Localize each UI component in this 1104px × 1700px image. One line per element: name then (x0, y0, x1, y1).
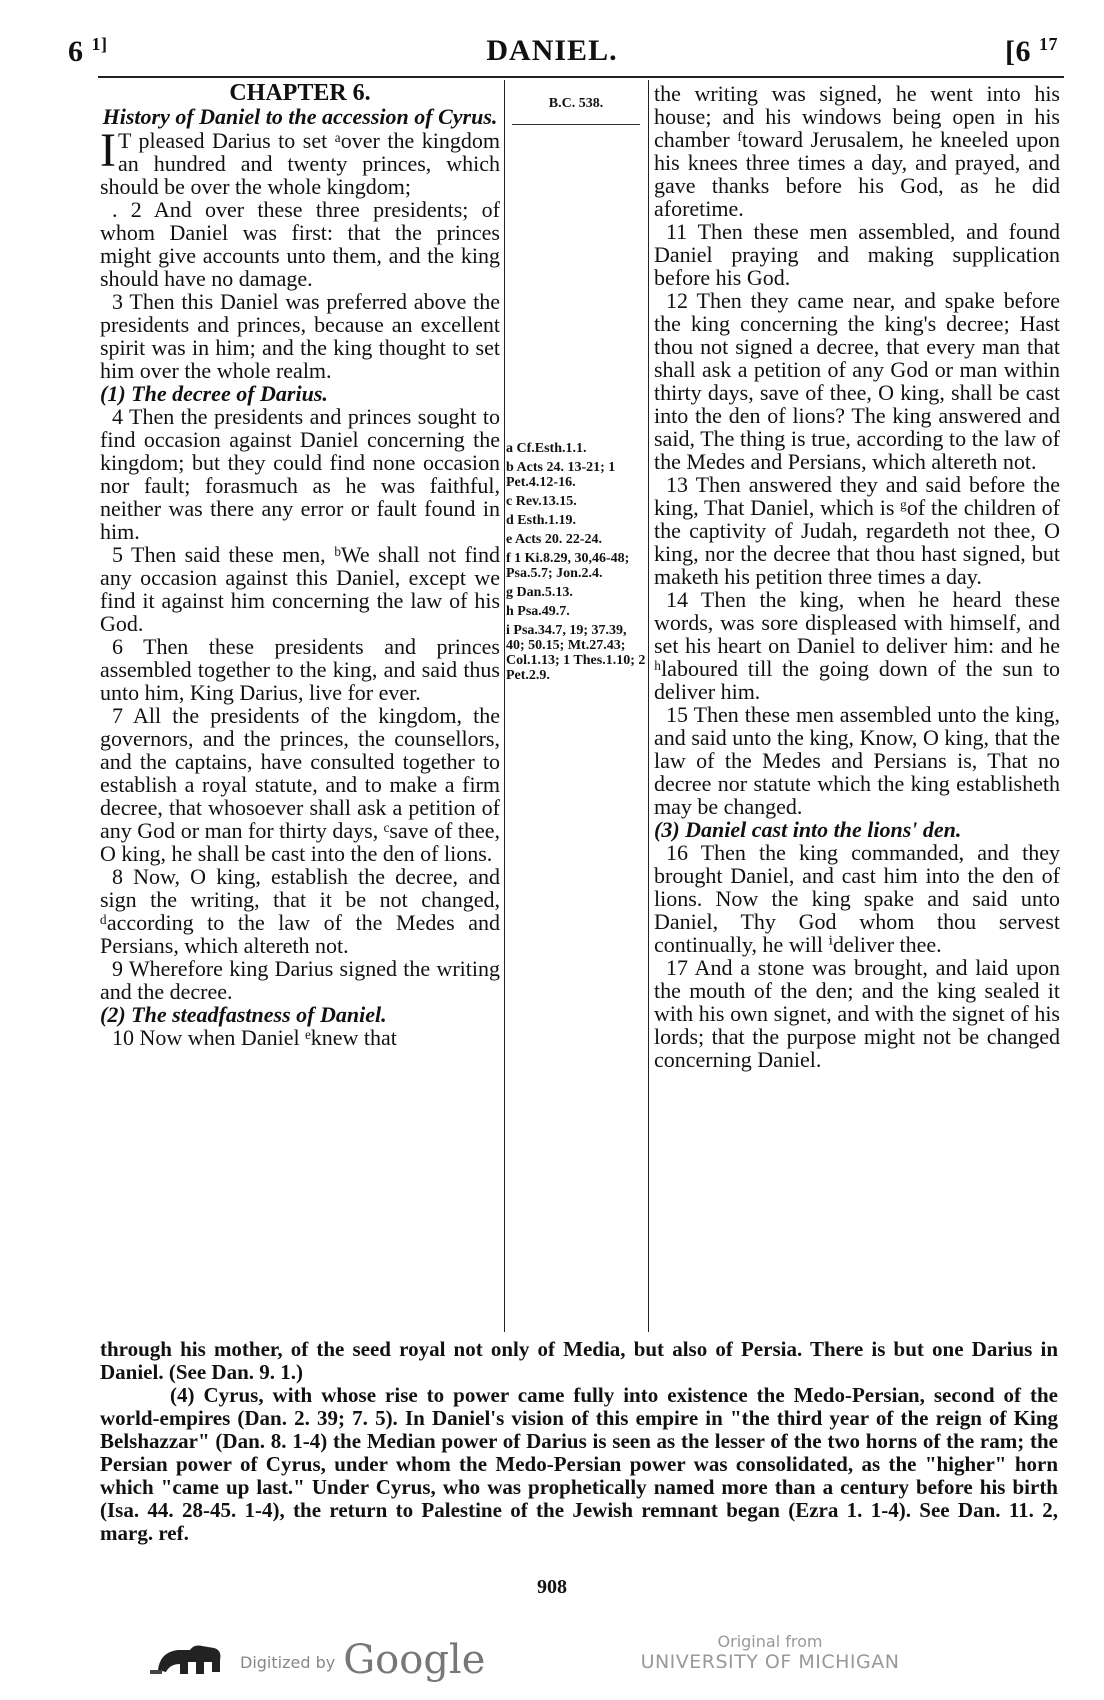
header-right-ref: [6 $^{17}$ (1005, 34, 1058, 68)
verse-9: 9 Wherefore king Darius signed the writing and the decree. (100, 956, 500, 1004)
margin-ref: g Dan.5.13. (506, 585, 573, 600)
digitized-watermark (150, 1637, 486, 1683)
verse-8: 8 Now, O king, establish the decree, and sign the writing, that it be not changed, ᵈaccording to the law of the Medes and Persians, which altereth not. (100, 864, 500, 958)
verse-7: 7 All the presidents of the kingdom, the governors, and the princes, the counsellors, and the captains, have consulted together to establish a royal statute, and to make a firm decree, that whosoever shall ask a petition of any God or man for thirty days, ᶜsave of thee, O king, he shall be cast into the den of lions. (100, 703, 500, 866)
google-wordmark: Google (343, 1637, 486, 1683)
verse-10-continued: the writing was signed, he went into his house; and his windows being open in his chamber ᶠtoward Jerusalem, he kneeled upon his knees three times a day, and prayed, and gave thanks before his God, as he did aforetime. (654, 81, 1060, 221)
chapter-subtitle: History of Daniel to the accession of Cyrus. (102, 104, 498, 129)
verse-4: 4 Then the presidents and princes sought to find occasion against Daniel concerning the kingdom; but they could find none occasion nor fault; forasmuch as he was faithful, neither was there any error or fault found in him. (100, 404, 500, 544)
verse-1: I T pleased Darius to set ᵃover the kingdom an hundred and twenty princes, which should be over the whole kingdom; (100, 124, 500, 199)
margin-ref: h Psa.49.7. (506, 604, 570, 619)
margin-ref: c Rev.13.15. (506, 494, 577, 509)
footnote (100, 1338, 1058, 1545)
verse-6: 6 Then these presidents and princes assembled together to the king, and said thus unto him, King Darius, live for ever. (100, 634, 500, 705)
margin-ref: d Esth.1.19. (506, 513, 577, 528)
left-text-column (100, 82, 500, 1049)
right-text-column (654, 82, 1060, 1071)
margin-ref: a Cf.Esth.1.1. (506, 441, 587, 456)
footnote-paragraph-1: through his mother, of the seed royal not only of Media, but also of Persia. There is but one Darius in Daniel. (See Dan. 9. 1.) (100, 1337, 1058, 1384)
running-title: DANIEL. (486, 34, 618, 67)
verse-14: 14 Then the king, when he heard these words, was sore displeased with himself, and set his heart on Daniel to deliver him: and he ʰlaboured till the going down of the sun to deliver him. (654, 587, 1060, 704)
original-from-text: Original from (717, 1632, 823, 1651)
verse-15: 15 Then these men assembled unto the king, and said unto the king, Know, O king, that the law of the Medes and Persians is, That no decree nor statute which the king establisheth may be changed. (654, 702, 1060, 819)
header-left-ref: 6 $^{1]}$ (68, 34, 108, 68)
section-heading-1: (1) The decree of Darius. (100, 381, 328, 406)
verse-11: 11 Then these men assembled, and found Daniel praying and making supplication before his God. (654, 219, 1060, 290)
footnote-paragraph-2: (4) Cyrus, with whose rise to power came fully into existence the Medo-Persian, second of the world-empires (Dan. 2. 39; 7. 5). In Daniel's vision of this empire in "the third year of the reign of King Belshazzar" (Dan. 8. 1-4) the Median power of Darius is seen as the lesser of the two horns of the ram; the Persian power of Cyrus, under whom the Medo-Persian power was consolidated, as the "higher" horn which "came up last." Under Cyrus, who was prophetically named more than a century before his birth (Isa. 44. 28-45. 1-4), the return to Palestine of the Jewish remnant began (Ezra 1. 1-4). See Dan. 11. 2, marg. ref. (100, 1383, 1058, 1545)
margin-references (506, 82, 646, 683)
margin-ref: b Acts 24. 13-21; 1 Pet.4.12-16. (506, 460, 616, 490)
university-text: UNIVERSITY OF MICHIGAN (640, 1651, 900, 1673)
column-divider-left (504, 80, 505, 1332)
margin-ref: e Acts 20. 22-24. (506, 532, 603, 547)
header-rule (98, 76, 1064, 78)
section-heading-3: (3) Daniel cast into the lions' den. (654, 817, 962, 842)
verse-16: 16 Then the king commanded, and they brought Daniel, and cast him into the den of lions. Now the king spake and said unto Daniel, Thy God whom thou servest continually, he will ⁱdeliver thee. (654, 840, 1060, 957)
verse-13: 13 Then answered they and said before the king, That Daniel, which is ᵍof the children of the captivity of Judah, regardeth not thee, O king, nor the decree that thou hast signed, but maketh his petition three times a day. (654, 472, 1060, 589)
digitized-by-text: Digitized by (240, 1653, 336, 1672)
source-watermark (640, 1632, 900, 1673)
section-heading-2: (2) The steadfastness of Daniel. (100, 1002, 387, 1027)
date-note: B.C. 538. (548, 96, 604, 111)
page-number: 908 (537, 1576, 567, 1598)
verse-12: 12 Then they came near, and spake before the king concerning the king's decree; Hast thou not signed a decree, that every man that shall ask a petition of any God or man within thirty days, save of thee, O king, shall be cast into the den of lions? The king answered and said, The thing is true, according to the law of the Medes and Persians, which altereth not. (654, 288, 1060, 474)
verse-3: 3 Then this Daniel was preferred above the presidents and princes, because an excellent spirit was in him; and the king thought to set him over the whole realm. (100, 289, 500, 383)
verse-17: 17 And a stone was brought, and laid upon the mouth of the den; and the king sealed it with his own signet, and with the signet of his lords; that the purpose might not be changed concerning Daniel. (654, 955, 1060, 1072)
column-divider-right (648, 80, 649, 1332)
margin-rule (512, 124, 640, 125)
verse-2: . 2 And over these three presidents; of whom Daniel was first: that the princes might give accounts unto them, and the king should have no damage. (100, 197, 500, 291)
library-logo-icon (150, 1640, 240, 1680)
verse-10: 10 Now when Daniel ᵉknew that (112, 1025, 397, 1050)
drop-cap: I (100, 124, 116, 177)
verse-5: 5 Then said these men, ᵇWe shall not find any occasion against this Daniel, except we find it against him concerning the law of his God. (100, 542, 500, 636)
chapter-heading: CHAPTER 6. (229, 80, 371, 106)
margin-ref: i Psa.34.7, 19; 37.39, 40; 50.15; Mt.27.43; Col.1.13; 1 Thes.1.10; 2 Pet.2.9. (506, 623, 646, 683)
margin-ref: f 1 Ki.8.29, 30,46-48; Psa.5.7; Jon.2.4. (506, 551, 630, 581)
